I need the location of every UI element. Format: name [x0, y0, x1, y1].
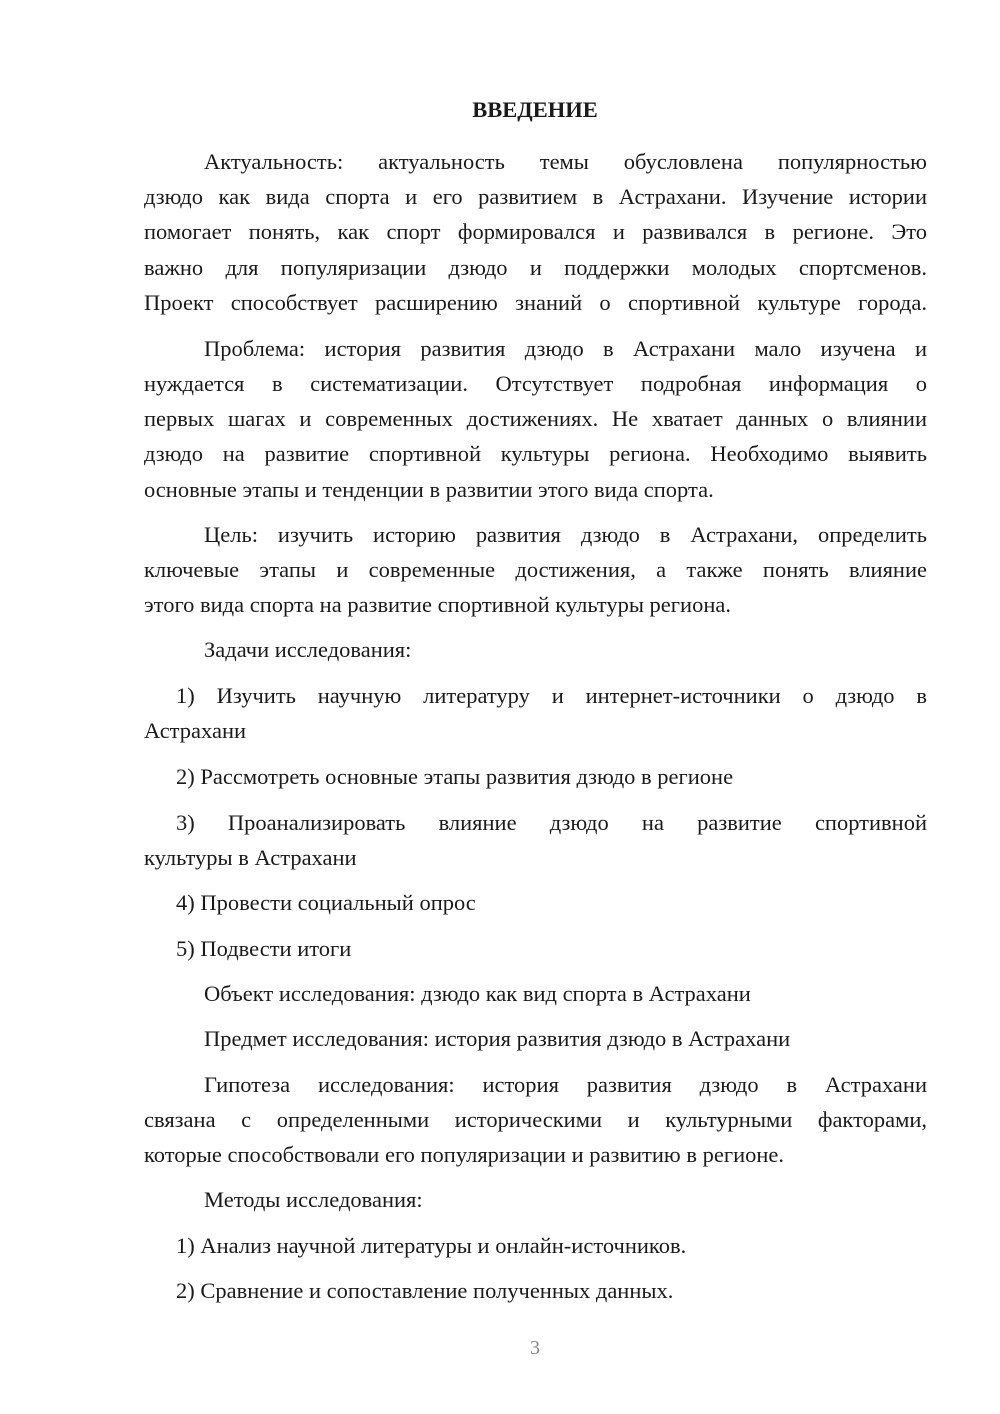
problem-line-2: нуждается в систематизации. Отсутствует подробная информация о	[144, 371, 927, 396]
relevance-line-4: важно для популяризации дзюдо и поддержки молодых спортсменов.	[144, 255, 927, 280]
relevance-line-5: Проект способствует расширению знаний о спортивной культуре города.	[144, 290, 927, 315]
relevance-line-3: помогает понять, как спорт формировался и развивался в регионе. Это	[144, 219, 927, 244]
relevance-line-2: дзюдо как вида спорта и его развитием в Астрахани. Изучение истории	[144, 184, 927, 209]
task-4: 4) Провести социальный опрос	[176, 890, 476, 915]
goal-line-1: Цель: изучить историю развития дзюдо в Астрахани, определить	[204, 522, 927, 547]
page-number: 3	[530, 1337, 540, 1359]
hypothesis-line-1: Гипотеза исследования: история развития дзюдо в Астрахани	[204, 1072, 927, 1097]
task-1-line-1: 1) Изучить научную литературу и интернет-источники о дзюдо в	[176, 683, 927, 708]
relevance-line-1: Актуальность: актуальность темы обусловлена популярностью	[204, 149, 927, 174]
task-3-line-2: культуры в Астрахани	[144, 845, 357, 870]
task-3-line-1: 3) Проанализировать влияние дзюдо на развитие спортивной	[176, 810, 927, 835]
hypothesis-line-2: связана с определенными историческими и культурными факторами,	[144, 1107, 927, 1132]
hypothesis-line-3: которые способствовали его популяризации и развитию в регионе.	[144, 1142, 785, 1167]
problem-line-1: Проблема: история развития дзюдо в Астрахани мало изучена и	[204, 336, 927, 361]
problem-line-3: первых шагах и современных достижениях. Не хватает данных о влиянии	[144, 406, 927, 431]
problem-line-4: дзюдо на развитие спортивной культуры региона. Необходимо выявить	[144, 441, 927, 466]
tasks-heading: Задачи исследования:	[204, 637, 412, 662]
problem-line-5: основные этапы и тенденции в развитии этого вида спорта.	[144, 477, 714, 502]
task-2: 2) Рассмотреть основные этапы развития дзюдо в регионе	[176, 764, 734, 789]
page-title: ВВЕДЕНИЕ	[472, 97, 598, 122]
method-1: 1) Анализ научной литературы и онлайн-источников.	[176, 1233, 687, 1258]
goal-line-2: ключевые этапы и современные достижения, а также понять влияние	[144, 557, 927, 582]
task-5: 5) Подвести итоги	[176, 936, 352, 961]
methods-heading: Методы исследования:	[204, 1187, 423, 1212]
goal-line-3: этого вида спорта на развитие спортивной культуры региона.	[144, 592, 731, 617]
method-2: 2) Сравнение и сопоставление полученных данных.	[176, 1278, 674, 1303]
task-1-line-2: Астрахани	[144, 718, 247, 743]
research-subject: Предмет исследования: история развития дзюдо в Астрахани	[204, 1026, 791, 1051]
research-object: Объект исследования: дзюдо как вид спорта в Астрахани	[204, 981, 751, 1006]
